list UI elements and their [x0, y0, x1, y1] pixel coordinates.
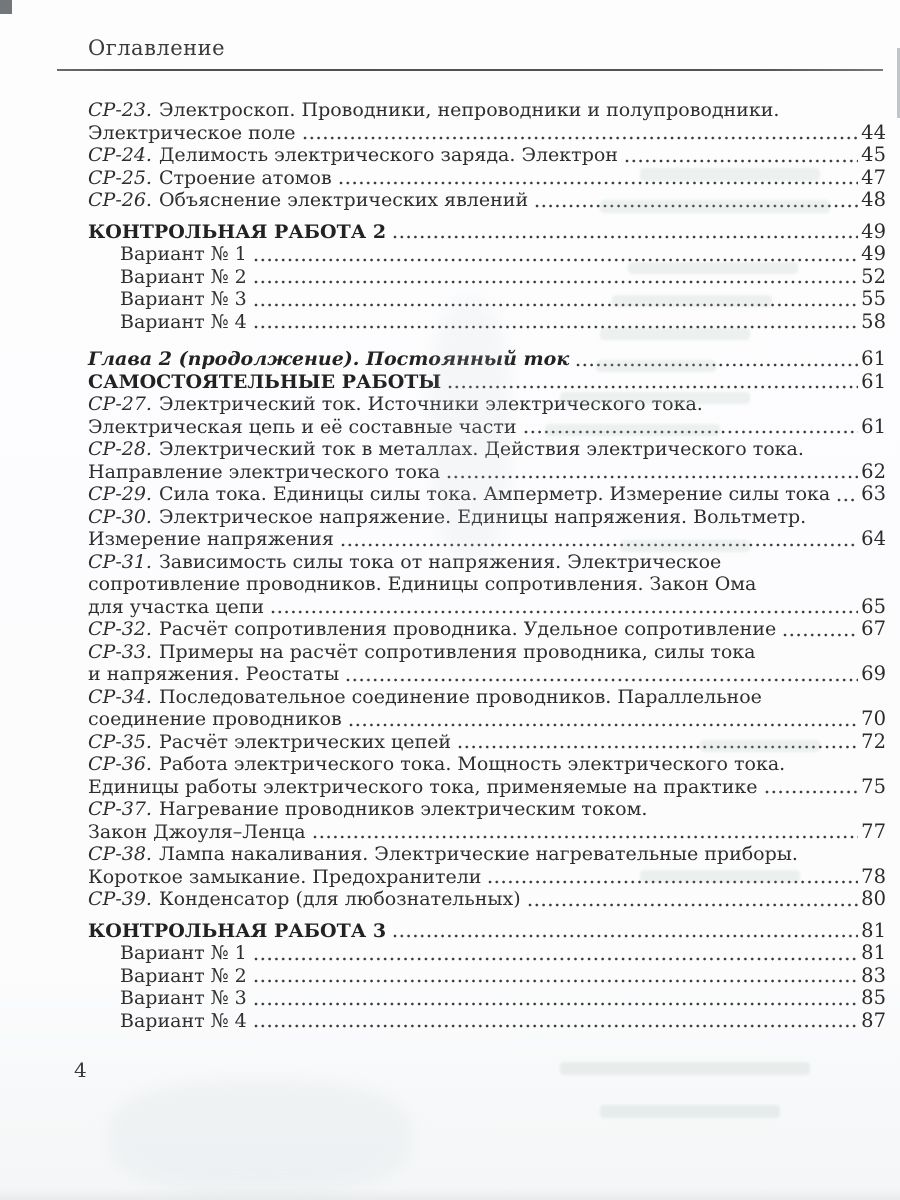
toc-line	[88, 596, 886, 619]
dot-leader	[254, 258, 858, 262]
toc-line	[120, 942, 886, 965]
toc-page-number: 81	[861, 941, 886, 964]
bleed-through-blob	[110, 1080, 410, 1190]
entry-text: Короткое замыкание. Предохранители	[88, 865, 482, 888]
entry-prefix: СР-28.	[88, 438, 152, 460]
toc-line	[120, 987, 886, 1010]
entry-text: Вариант № 2	[120, 964, 247, 987]
bleed-through-smudge	[700, 740, 820, 752]
dot-leader	[254, 280, 858, 284]
dot-leader	[765, 790, 859, 794]
entry-text: Примеры на расчёт сопротивления проводника, силы тока	[158, 640, 756, 663]
entry-prefix: СР-33.	[88, 640, 152, 663]
entry-text: для участка цепи	[88, 595, 265, 618]
entry-prefix: СР-39.	[88, 888, 152, 910]
entry-text: Вариант № 3	[120, 288, 247, 310]
entry-text: Измерение напряжения	[88, 528, 334, 550]
entry-text: Электрическое напряжение. Единицы напряжения. Вольтметр.	[158, 505, 807, 528]
dot-leader	[625, 159, 858, 163]
toc-line	[120, 311, 886, 334]
toc-entry	[88, 686, 886, 731]
dot-leader	[271, 610, 858, 614]
toc-page-number: 72	[861, 729, 886, 753]
bleed-through-smudge	[620, 540, 750, 552]
toc-page-number: 65	[861, 594, 886, 618]
toc-entry	[88, 551, 886, 619]
toc-line	[120, 965, 886, 988]
toc-page-number: 67	[861, 617, 886, 640]
toc-entry	[88, 798, 886, 843]
entry-text: Электрический ток. Источники электрического тока.	[158, 393, 703, 415]
entry-text: Вариант № 1	[120, 243, 247, 265]
toc-entry	[88, 753, 886, 798]
bleed-through-smudge	[600, 328, 750, 340]
toc-page-number: 61	[861, 369, 886, 393]
entry-text: сопротивление проводников. Единицы сопротивления. Закон Ома	[88, 573, 757, 595]
toc-line	[88, 686, 886, 709]
toc-page-number: 70	[861, 707, 886, 730]
page-number: 4	[74, 1058, 87, 1082]
toc-entry	[88, 641, 886, 686]
entry-text: Объяснение электрических явлений	[158, 189, 529, 211]
entry-prefix: СР-24.	[88, 144, 152, 166]
toc-page-number: 52	[861, 264, 886, 288]
dot-leader	[254, 325, 858, 329]
toc-page-number: 58	[861, 309, 886, 333]
entry-text: Работа электрического тока. Мощность электрического тока.	[158, 753, 786, 775]
entry-prefix: СР-35.	[88, 730, 152, 753]
entry-text: Нагревание проводников электрическим током.	[158, 798, 648, 820]
entry-text: Электрическая цепь и её составные части	[88, 415, 517, 438]
toc-line	[88, 776, 886, 799]
entry-prefix: СР-29.	[88, 483, 152, 505]
dot-leader	[341, 543, 858, 547]
entry-text: Электроскоп. Проводники, непроводники и полупроводники.	[158, 99, 780, 121]
dot-leader	[783, 633, 858, 637]
dot-leader	[448, 385, 858, 389]
bleed-through-smudge	[640, 870, 800, 882]
entry-prefix: СР-25.	[88, 166, 152, 189]
entry-prefix: СР-38.	[88, 843, 152, 865]
entry-prefix: СР-32.	[88, 618, 152, 640]
entry-text: САМОСТОЯТЕЛЬНЫЕ РАБОТЫ	[88, 370, 442, 393]
entry-prefix: СР-26.	[88, 189, 152, 211]
toc-entry	[88, 99, 886, 144]
toc-line	[88, 843, 886, 866]
dot-leader	[254, 1002, 858, 1006]
toc-entry	[88, 1010, 886, 1033]
toc-page-number: 87	[861, 1008, 886, 1032]
toc-page-number: 64	[861, 527, 886, 550]
toc-line	[88, 618, 886, 641]
toc-page-number: 85	[861, 986, 886, 1009]
entry-text: Делимость электрического заряда. Электрон	[158, 144, 618, 166]
toc-page-number: 44	[861, 120, 886, 144]
toc-entry	[88, 942, 886, 965]
toc-page-number: 61	[861, 414, 886, 438]
entry-text: Электрический ток в металлах. Действия электрического тока.	[158, 438, 804, 460]
dot-leader	[393, 235, 858, 239]
toc-entry	[88, 618, 886, 641]
toc-line	[88, 753, 886, 776]
toc-line	[88, 573, 886, 596]
toc-line	[88, 798, 886, 821]
toc-line	[88, 221, 886, 244]
bleed-through-smudge	[600, 200, 830, 213]
entry-text: Вариант № 1	[120, 942, 247, 964]
entry-text: Вариант № 4	[120, 1009, 247, 1032]
toc-page-number: 83	[861, 963, 886, 987]
bleed-through-smudge	[560, 392, 750, 404]
entry-text: Расчёт сопротивления проводника. Удельное сопротивление	[158, 618, 777, 640]
bleed-through-smudge	[612, 295, 772, 307]
toc-line	[88, 144, 886, 167]
toc-line	[88, 663, 886, 686]
entry-text: КОНТРОЛЬНАЯ РАБОТА 2	[88, 220, 387, 243]
toc-line	[88, 920, 886, 943]
header-rule	[57, 69, 883, 71]
dot-leader	[349, 723, 859, 727]
entry-text: Единицы работы электрического тока, применяемые на практике	[88, 775, 758, 798]
entry-text: соединение проводников	[88, 708, 342, 730]
bleed-through-smudge	[640, 168, 820, 181]
entry-text: Зависимость силы тока от напряжения. Электрическое	[158, 550, 722, 573]
toc-page-number: 49	[861, 242, 886, 265]
toc-page-number: 69	[861, 662, 886, 685]
dot-leader	[254, 1024, 858, 1028]
toc-page-number: 78	[861, 864, 886, 888]
scan-corner-artifact	[0, 0, 12, 14]
toc-entry	[88, 920, 886, 943]
bleed-through-smudge	[560, 1062, 810, 1075]
toc-page-number: 45	[861, 143, 886, 166]
entry-text: Последовательное соединение проводников. Параллельное	[158, 685, 762, 708]
toc-page-number: 61	[861, 347, 886, 370]
toc-entry	[88, 144, 886, 167]
toc-page-number: 77	[861, 819, 886, 843]
bleed-through-smudge	[600, 1105, 780, 1118]
dot-leader	[303, 136, 859, 140]
entry-prefix: СР-31.	[88, 550, 152, 573]
entry-text: Расчёт электрических цепей	[158, 730, 452, 753]
toc-line	[88, 99, 886, 122]
entry-text: Лампа накаливания. Электрические нагревательные приборы.	[158, 843, 798, 865]
bleed-through-smudge	[628, 262, 798, 274]
toc-page-number: 75	[861, 774, 886, 798]
entry-text: Вариант № 4	[120, 310, 247, 333]
entry-text: Закон Джоуля–Ленца	[88, 820, 306, 843]
dot-leader	[254, 957, 858, 961]
dot-leader	[393, 934, 858, 938]
entry-prefix: СР-27.	[88, 393, 152, 415]
entry-text: Сила тока. Единицы силы тока. Амперметр. Измерение силы тока	[158, 483, 831, 505]
toc-line	[88, 821, 886, 844]
entry-text: КОНТРОЛЬНАЯ РАБОТА 3	[88, 919, 387, 942]
entry-text: Вариант № 3	[120, 987, 247, 1009]
entry-prefix: СР-34.	[88, 685, 152, 708]
dot-leader	[346, 678, 858, 682]
toc-line	[88, 122, 886, 145]
toc-page-number: 62	[861, 459, 886, 483]
toc-list	[88, 99, 886, 1032]
toc-entry	[88, 987, 886, 1010]
entry-text: Направление электрического тока	[88, 460, 441, 483]
bleed-through-blob	[430, 300, 510, 560]
dot-leader	[837, 498, 858, 502]
dot-leader	[528, 903, 859, 907]
entry-prefix: СР-30.	[88, 505, 152, 528]
page-title: Оглавление	[88, 36, 226, 60]
toc-page-number: 55	[861, 287, 886, 310]
toc-entry	[88, 888, 886, 911]
bleed-through-smudge	[596, 360, 716, 372]
toc-line	[88, 708, 886, 731]
dot-leader	[339, 181, 859, 185]
bleed-through-smudge	[545, 424, 720, 436]
toc-entry	[88, 965, 886, 988]
entry-text: и напряжения. Реостаты	[88, 663, 340, 685]
dot-leader	[254, 979, 858, 983]
entry-text: Электрическое поле	[88, 121, 296, 144]
toc-line	[88, 641, 886, 664]
entry-text: Вариант № 2	[120, 265, 247, 288]
toc-page-number: 63	[861, 482, 886, 505]
toc-line	[88, 888, 886, 911]
toc-page-number: 47	[861, 165, 886, 189]
toc-page-number: 80	[861, 887, 886, 910]
entry-text: Конденсатор (для любознательных)	[158, 888, 521, 910]
toc-entry	[88, 221, 886, 244]
toc-page-number: 81	[861, 918, 886, 942]
toc-page-number: 48	[861, 188, 886, 211]
entry-text: Глава 2 (продолжение). Постоянный ток	[88, 348, 570, 370]
dot-leader	[313, 835, 859, 839]
entry-text: Строение атомов	[158, 166, 332, 189]
toc-line	[120, 1010, 886, 1033]
entry-prefix: СР-37.	[88, 798, 152, 820]
entry-prefix: СР-36.	[88, 753, 152, 775]
toc-page-number: 49	[861, 219, 886, 243]
entry-prefix: СР-23.	[88, 99, 152, 121]
